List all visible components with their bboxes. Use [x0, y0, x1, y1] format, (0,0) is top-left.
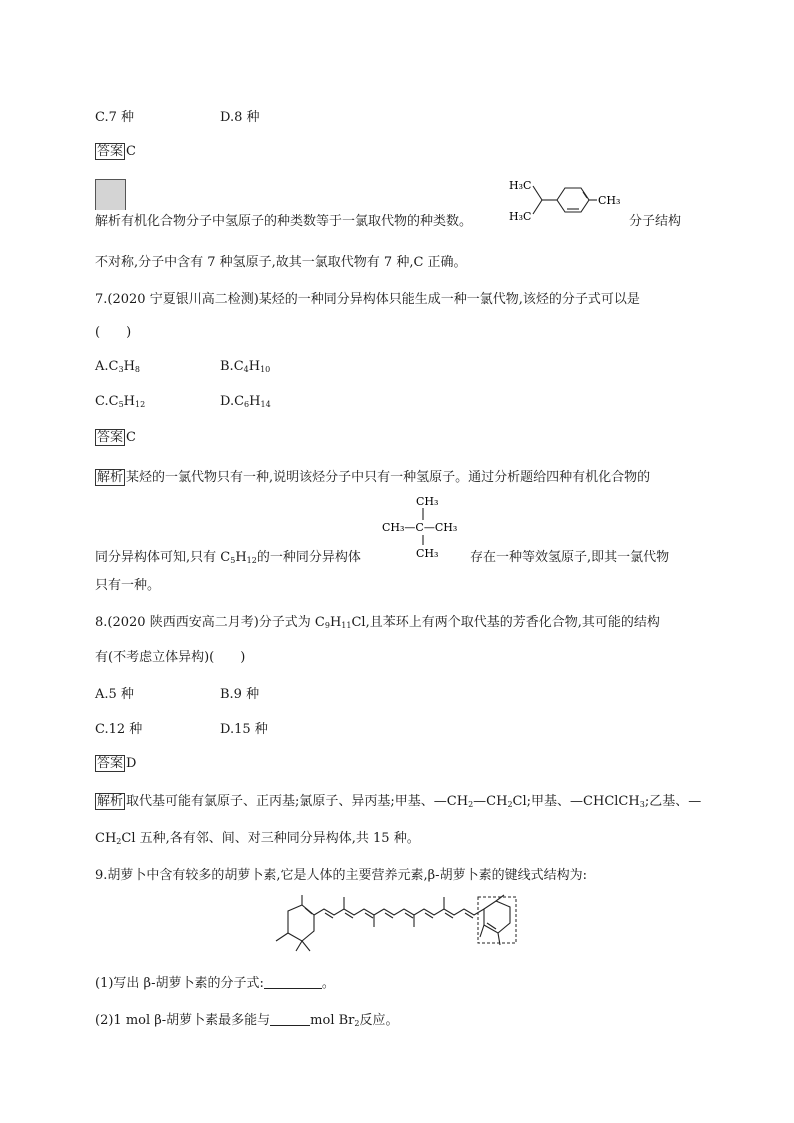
- q6-structure-label: H₃C: [509, 210, 532, 223]
- beta-carotene-structure: [268, 893, 522, 955]
- analysis-label: 解析: [95, 214, 122, 229]
- q8-option-c: C.12 种: [95, 722, 143, 737]
- q6-option-c: C.7 种: [95, 110, 135, 125]
- q8-option-a: A.5 种: [95, 687, 134, 702]
- q9-subquestion-1: (1)写出 β-胡萝卜素的分子式: 。: [95, 976, 335, 991]
- answer-value: C: [126, 430, 136, 445]
- analysis-label: 解析: [97, 470, 124, 485]
- q6-analysis-line1: [95, 210, 472, 229]
- answer-label: 答案: [97, 144, 124, 159]
- q7-analysis-line3: 只有一种。: [95, 578, 161, 593]
- q6-structure-diagram: [505, 172, 627, 228]
- q8-option-d: D.15 种: [220, 722, 268, 737]
- answer-value: C: [126, 144, 136, 159]
- analysis-text: 有机化合物分子中氢原子的种类数等于一氯取代物的种类数。: [121, 214, 473, 229]
- q6-option-d: D.8 种: [220, 110, 260, 125]
- q6-analysis-line2: 不对称,分子中含有 7 种氢原子,故其一氯取代物有 7 种,C 正确。: [95, 255, 467, 270]
- blank-2[interactable]: [270, 1013, 310, 1026]
- q8-analysis-line2: $CH_2Cl$ 五种,各有邻、间、对三种同分异构体,共 15 种。: [95, 831, 420, 846]
- q7-stem: 7.(2020 宁夏银川高二检测)某烃的一种同分异构体只能生成一种一氯代物,该烃的分子式可以是: [95, 292, 640, 307]
- answer-label: 答案: [97, 430, 124, 445]
- q7-neopentane-structure: [378, 493, 468, 563]
- q6-structure-label: CH₃: [598, 194, 621, 207]
- answer-label: 答案: [97, 756, 124, 771]
- analysis-text: 某烃的一氯代物只有一种,说明该烃分子中只有一种氢原子。通过分析题给四种有机化合物的: [126, 470, 651, 485]
- q8-stem: 8.(2020 陕西西安高二月考)分子式为 $C_9H_{11}Cl$,且苯环上有两个取代基的芳香化合物,其可能的结构: [95, 615, 660, 630]
- q6-analysis-tail: 分子结构: [629, 214, 682, 229]
- q7-structure-label: CH₃: [416, 495, 439, 508]
- q7-analysis-line1: [95, 466, 650, 486]
- q7-structure-label: CH₃—C—CH₃: [382, 521, 458, 534]
- q7-analysis-tail: 存在一种等效氢原子,即其一氯代物: [470, 550, 670, 565]
- q7-option-b: $B.C_4H_{10}$: [220, 359, 271, 374]
- q7-analysis-line2: 同分异构体可知,只有 $C_5H_{12}$的一种同分异构体: [95, 550, 361, 565]
- q7-option-d: $D.C_6H_{14}$: [220, 394, 271, 409]
- q7-structure-label: CH₃: [416, 547, 439, 560]
- blank-1[interactable]: [264, 976, 322, 989]
- q7-paren: ( ): [95, 325, 132, 340]
- q9-stem: 9.胡萝卜中含有较多的胡萝卜素,它是人体的主要营养元素,β-胡萝卜素的键线式结构为:: [95, 868, 587, 883]
- answer-value: D: [126, 756, 137, 771]
- analysis-label: 解析: [97, 794, 124, 809]
- q8-analysis-line1: 解析 取代基可能有氯原子、正丙基;氯原子、异丙基;甲基、$—CH_2—CH_2Cl$;甲基、—CHClCH$_3$;乙基、—: [97, 794, 702, 809]
- q7-option-c: $C.C_5H_{12}$: [95, 394, 146, 409]
- q8-option-b: B.9 种: [220, 687, 260, 702]
- q6-answer: [95, 143, 136, 160]
- q8-answer: [95, 755, 136, 772]
- q9-subquestion-2: (2)1 mol β-胡萝卜素最多能与 mol $Br_2$反应。: [95, 1013, 399, 1028]
- q6-structure-label: H₃C: [509, 179, 532, 192]
- q8-stem-line2: 有(不考虑立体异构)( ): [95, 650, 246, 665]
- q7-option-a: $A.C_3H_8$: [95, 359, 141, 374]
- q7-answer: [95, 429, 136, 446]
